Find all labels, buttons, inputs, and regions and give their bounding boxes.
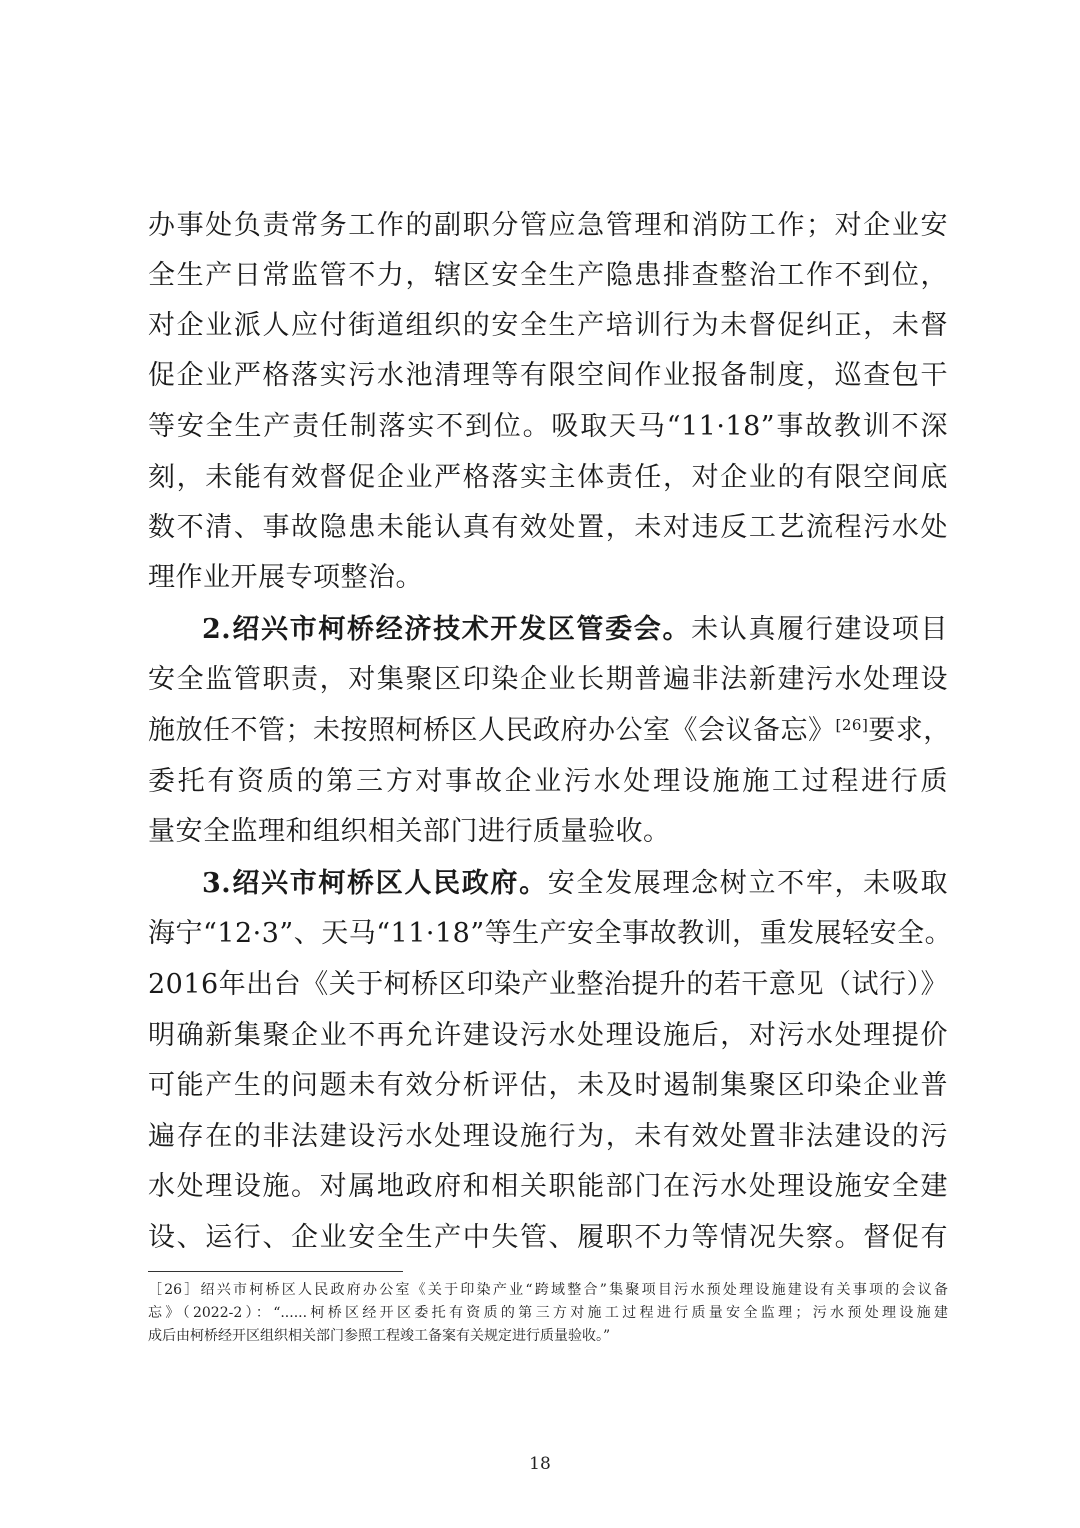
footnote-line: 忘》（2022-2）：“......柯桥区经开区委托有资质的第三方对施工过程进行质量安全监理；污水预处理设施建 bbox=[148, 1305, 948, 1321]
body-line: 全生产日常监管不力，辖区安全生产隐患排查整治工作不到位， bbox=[148, 260, 948, 291]
body-line: 刻，未能有效督促企业严格落实主体责任，对企业的有限空间底 bbox=[148, 462, 948, 493]
body-line: 促企业严格落实污水池清理等有限空间作业报备制度，巡查包干 bbox=[148, 360, 948, 391]
body-line: 委托有资质的第三方对事故企业污水处理设施施工过程进行质 bbox=[148, 766, 948, 797]
body-line: 数不清、事故隐患未能认真有效处置，未对违反工艺流程污水处 bbox=[148, 512, 948, 543]
body-text: 要求， bbox=[868, 715, 951, 746]
body-line: 遍存在的非法建设污水处理设施行为，未有效处置非法建设的污 bbox=[148, 1121, 948, 1152]
body-line: 明确新集聚企业不再允许建设污水处理设施后，对污水处理提价 bbox=[148, 1020, 948, 1051]
footnote-line: 成后由柯桥经开区组织相关部门参照工程竣工备案有关规定进行质量验收。” bbox=[148, 1328, 611, 1344]
section-3-heading: 3.绍兴市柯桥区人民政府。 bbox=[202, 868, 548, 899]
footnote-reference: [26] bbox=[835, 716, 869, 734]
body-line: 理作业开展专项整治。 bbox=[148, 562, 423, 593]
section-3-text: 安全发展理念树立不牢，未吸取 bbox=[547, 868, 949, 899]
body-line: 等安全生产责任制落实不到位。吸取天马“11·18”事故教训不深 bbox=[148, 411, 948, 442]
footnote-separator bbox=[148, 1271, 403, 1272]
body-line: 对企业派人应付街道组织的安全生产培训行为未督促纠正，未督 bbox=[148, 310, 948, 341]
section-2-heading: 2.绍兴市柯桥经济技术开发区管委会。 bbox=[202, 614, 692, 645]
body-text: 施放任不管；未按照柯桥区人民政府办公室《会议备忘》 bbox=[148, 715, 836, 746]
body-line: 海宁“12·3”、天马“11·18”等生产安全事故教训，重发展轻安全。 bbox=[148, 918, 953, 949]
body-line: 可能产生的问题未有效分析评估，未及时遏制集聚区印染企业普 bbox=[148, 1070, 948, 1101]
body-line: 水处理设施。对属地政府和相关职能部门在污水处理设施安全建 bbox=[148, 1171, 948, 1202]
body-line: 2016年出台《关于柯桥区印染产业整治提升的若干意见（试行）》 bbox=[148, 969, 948, 1000]
section-2-text: 未认真履行建设项目 bbox=[691, 614, 949, 645]
body-line-with-footnote bbox=[148, 711, 951, 751]
body-line: 安全监管职责，对集聚区印染企业长期普遍非法新建污水处理设 bbox=[148, 664, 948, 695]
body-line: 设、运行、企业安全生产中失管、履职不力等情况失察。督促有 bbox=[148, 1222, 948, 1253]
section-2-first-line bbox=[148, 610, 948, 650]
body-line: 量安全监理和组织相关部门进行质量验收。 bbox=[148, 816, 671, 847]
body-line: 办事处负责常务工作的副职分管应急管理和消防工作；对企业安 bbox=[148, 210, 948, 241]
section-3-first-line bbox=[148, 864, 948, 904]
footnote-line: ［26］绍兴市柯桥区人民政府办公室《关于印染产业“跨域整合”集聚项目污水预处理设施建设有关事项的会议备 bbox=[148, 1282, 948, 1298]
page-number: 18 bbox=[529, 1454, 551, 1474]
